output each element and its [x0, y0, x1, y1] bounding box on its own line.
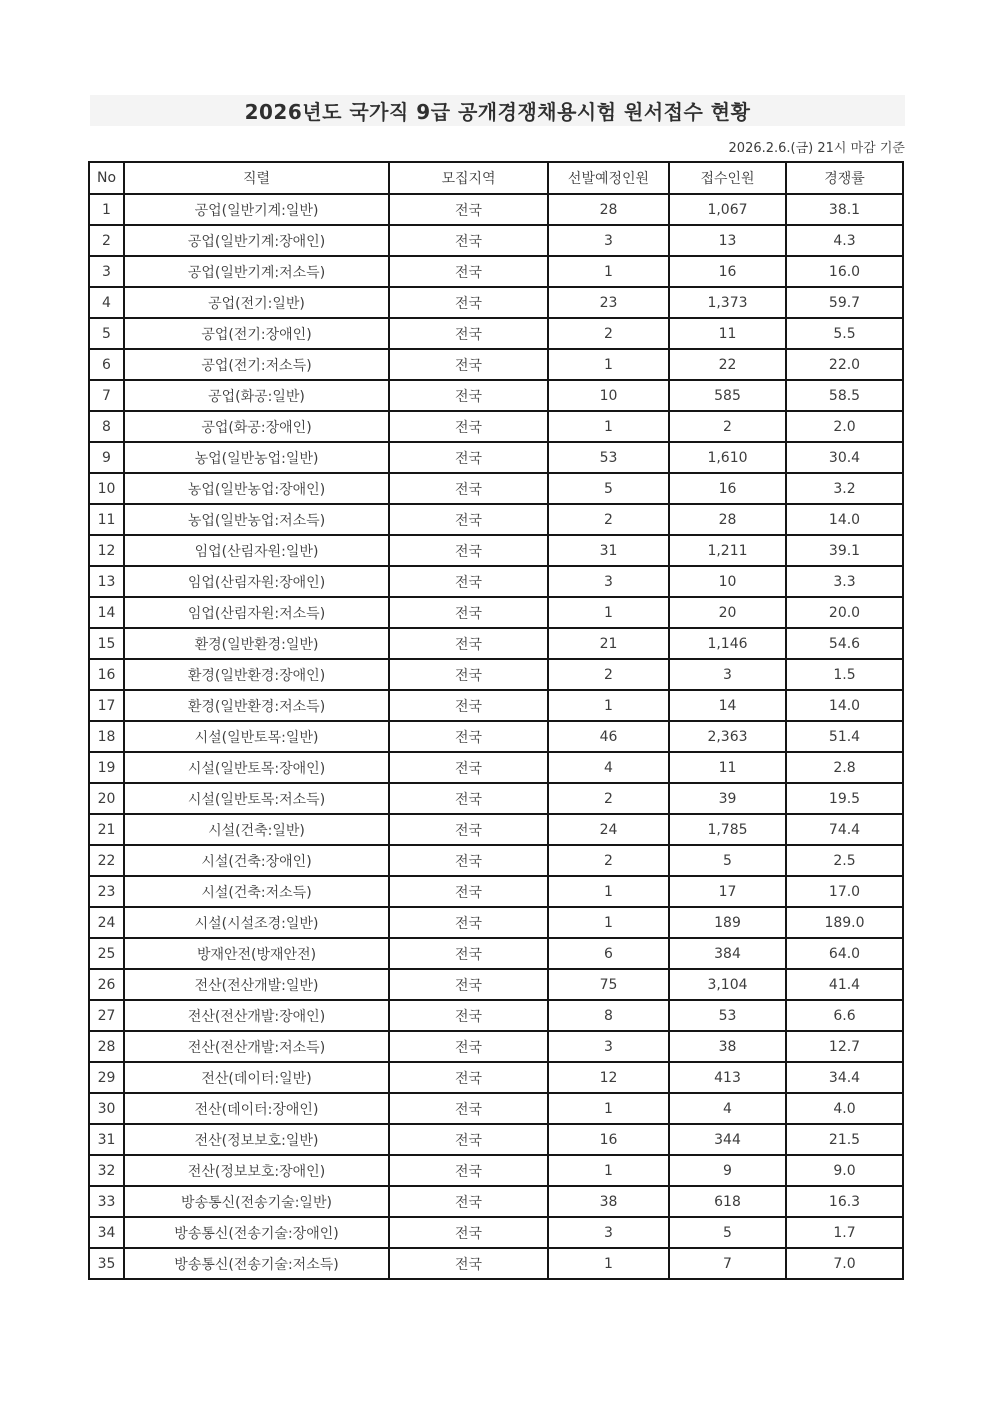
cell-row-no: 19: [89, 752, 124, 783]
table-row: [89, 566, 903, 597]
cell-job-series: 임업(산림자원:장애인): [124, 566, 389, 597]
table-body: [89, 194, 903, 1279]
cell-job-series: 환경(일반환경:장애인): [124, 659, 389, 690]
cell-competition-rate: 3.3: [786, 566, 903, 597]
cell-applicant-count: 16: [669, 473, 786, 504]
table-row: [89, 318, 903, 349]
cell-region: 전국: [389, 814, 548, 845]
cell-job-series: 농업(일반농업:저소득): [124, 504, 389, 535]
cell-job-series: 공업(전기:저소득): [124, 349, 389, 380]
cell-competition-rate: 41.4: [786, 969, 903, 1000]
cell-planned-count: 28: [548, 194, 669, 225]
cell-planned-count: 1: [548, 876, 669, 907]
cell-row-no: 11: [89, 504, 124, 535]
cell-row-no: 3: [89, 256, 124, 287]
cell-competition-rate: 5.5: [786, 318, 903, 349]
cell-applicant-count: 1,211: [669, 535, 786, 566]
cell-region: 전국: [389, 287, 548, 318]
cell-planned-count: 4: [548, 752, 669, 783]
column-header-planned-count: 선발예정인원: [548, 162, 669, 194]
cell-planned-count: 2: [548, 783, 669, 814]
cell-job-series: 시설(일반토목:저소득): [124, 783, 389, 814]
cell-job-series: 공업(화공:일반): [124, 380, 389, 411]
cell-applicant-count: 1,146: [669, 628, 786, 659]
table-row: [89, 1031, 903, 1062]
cell-job-series: 공업(전기:일반): [124, 287, 389, 318]
cell-region: 전국: [389, 659, 548, 690]
cell-region: 전국: [389, 1248, 548, 1279]
cell-planned-count: 3: [548, 1217, 669, 1248]
cell-row-no: 32: [89, 1155, 124, 1186]
cell-planned-count: 2: [548, 659, 669, 690]
cell-job-series: 방송통신(전송기술:장애인): [124, 1217, 389, 1248]
cell-competition-rate: 34.4: [786, 1062, 903, 1093]
cell-competition-rate: 19.5: [786, 783, 903, 814]
cell-job-series: 임업(산림자원:저소득): [124, 597, 389, 628]
cell-competition-rate: 21.5: [786, 1124, 903, 1155]
cell-applicant-count: 17: [669, 876, 786, 907]
cell-region: 전국: [389, 721, 548, 752]
cell-job-series: 임업(산림자원:일반): [124, 535, 389, 566]
table-row: [89, 597, 903, 628]
cell-job-series: 방송통신(전송기술:일반): [124, 1186, 389, 1217]
table-row: [89, 380, 903, 411]
cell-job-series: 시설(시설조경:일반): [124, 907, 389, 938]
application-status-table: [88, 161, 904, 1280]
cell-job-series: 시설(일반토목:장애인): [124, 752, 389, 783]
cell-row-no: 28: [89, 1031, 124, 1062]
cell-applicant-count: 585: [669, 380, 786, 411]
cell-applicant-count: 1,610: [669, 442, 786, 473]
cell-region: 전국: [389, 380, 548, 411]
table-row: [89, 1124, 903, 1155]
cell-row-no: 22: [89, 845, 124, 876]
cell-region: 전국: [389, 442, 548, 473]
cell-row-no: 9: [89, 442, 124, 473]
cell-applicant-count: 413: [669, 1062, 786, 1093]
cell-competition-rate: 2.5: [786, 845, 903, 876]
cell-planned-count: 24: [548, 814, 669, 845]
cell-region: 전국: [389, 349, 548, 380]
cell-competition-rate: 4.0: [786, 1093, 903, 1124]
cell-row-no: 12: [89, 535, 124, 566]
cell-region: 전국: [389, 566, 548, 597]
cell-region: 전국: [389, 969, 548, 1000]
cell-competition-rate: 7.0: [786, 1248, 903, 1279]
cell-job-series: 환경(일반환경:일반): [124, 628, 389, 659]
table-head: [89, 162, 903, 194]
cell-planned-count: 1: [548, 1155, 669, 1186]
cell-job-series: 시설(건축:장애인): [124, 845, 389, 876]
cell-applicant-count: 1,067: [669, 194, 786, 225]
table-row: [89, 1155, 903, 1186]
table-row: [89, 938, 903, 969]
cell-planned-count: 16: [548, 1124, 669, 1155]
table-row: [89, 721, 903, 752]
cell-planned-count: 8: [548, 1000, 669, 1031]
cell-region: 전국: [389, 1217, 548, 1248]
cell-planned-count: 23: [548, 287, 669, 318]
cell-region: 전국: [389, 783, 548, 814]
table-row: [89, 1062, 903, 1093]
table-row: [89, 752, 903, 783]
cell-row-no: 27: [89, 1000, 124, 1031]
cell-row-no: 6: [89, 349, 124, 380]
table-row: [89, 969, 903, 1000]
cell-row-no: 31: [89, 1124, 124, 1155]
cell-region: 전국: [389, 597, 548, 628]
cell-region: 전국: [389, 1155, 548, 1186]
cell-applicant-count: 11: [669, 752, 786, 783]
table-row: [89, 504, 903, 535]
table-row: [89, 194, 903, 225]
cell-region: 전국: [389, 411, 548, 442]
cell-applicant-count: 618: [669, 1186, 786, 1217]
cell-region: 전국: [389, 1124, 548, 1155]
cell-competition-rate: 1.7: [786, 1217, 903, 1248]
cell-row-no: 13: [89, 566, 124, 597]
cell-planned-count: 2: [548, 504, 669, 535]
cell-competition-rate: 16.0: [786, 256, 903, 287]
table-row: [89, 473, 903, 504]
cell-planned-count: 3: [548, 566, 669, 597]
cell-applicant-count: 20: [669, 597, 786, 628]
cell-job-series: 공업(일반기계:저소득): [124, 256, 389, 287]
cell-planned-count: 2: [548, 845, 669, 876]
cell-job-series: 방재안전(방재안전): [124, 938, 389, 969]
cell-row-no: 5: [89, 318, 124, 349]
cell-applicant-count: 9: [669, 1155, 786, 1186]
cell-job-series: 전산(데이터:장애인): [124, 1093, 389, 1124]
cell-competition-rate: 14.0: [786, 690, 903, 721]
cell-row-no: 2: [89, 225, 124, 256]
cell-row-no: 33: [89, 1186, 124, 1217]
table-row: [89, 535, 903, 566]
cell-planned-count: 53: [548, 442, 669, 473]
cell-row-no: 15: [89, 628, 124, 659]
cell-competition-rate: 59.7: [786, 287, 903, 318]
cell-planned-count: 1: [548, 690, 669, 721]
cell-job-series: 전산(전산개발:일반): [124, 969, 389, 1000]
table-header-row: [89, 162, 903, 194]
cell-applicant-count: 28: [669, 504, 786, 535]
cell-planned-count: 1: [548, 411, 669, 442]
table-row: [89, 442, 903, 473]
column-header-applicant-count: 접수인원: [669, 162, 786, 194]
cell-planned-count: 1: [548, 256, 669, 287]
cell-applicant-count: 5: [669, 845, 786, 876]
table-row: [89, 814, 903, 845]
table-row: [89, 349, 903, 380]
cell-job-series: 시설(건축:일반): [124, 814, 389, 845]
cell-competition-rate: 51.4: [786, 721, 903, 752]
cell-applicant-count: 3: [669, 659, 786, 690]
deadline-note: 2026.2.6.(금) 21시 마감 기준: [728, 141, 905, 156]
cell-region: 전국: [389, 1000, 548, 1031]
cell-competition-rate: 4.3: [786, 225, 903, 256]
cell-applicant-count: 2,363: [669, 721, 786, 752]
cell-applicant-count: 5: [669, 1217, 786, 1248]
table-row: [89, 1093, 903, 1124]
cell-planned-count: 1: [548, 349, 669, 380]
cell-applicant-count: 7: [669, 1248, 786, 1279]
cell-row-no: 17: [89, 690, 124, 721]
cell-competition-rate: 58.5: [786, 380, 903, 411]
cell-planned-count: 3: [548, 225, 669, 256]
cell-planned-count: 38: [548, 1186, 669, 1217]
cell-applicant-count: 39: [669, 783, 786, 814]
cell-row-no: 34: [89, 1217, 124, 1248]
cell-job-series: 시설(건축:저소득): [124, 876, 389, 907]
cell-region: 전국: [389, 876, 548, 907]
cell-competition-rate: 12.7: [786, 1031, 903, 1062]
cell-competition-rate: 20.0: [786, 597, 903, 628]
cell-region: 전국: [389, 225, 548, 256]
table-row: [89, 876, 903, 907]
table-row: [89, 845, 903, 876]
table-row: [89, 659, 903, 690]
cell-job-series: 전산(정보보호:장애인): [124, 1155, 389, 1186]
cell-region: 전국: [389, 907, 548, 938]
cell-planned-count: 75: [548, 969, 669, 1000]
cell-competition-rate: 38.1: [786, 194, 903, 225]
cell-planned-count: 5: [548, 473, 669, 504]
cell-row-no: 29: [89, 1062, 124, 1093]
cell-row-no: 4: [89, 287, 124, 318]
cell-job-series: 전산(정보보호:일반): [124, 1124, 389, 1155]
cell-region: 전국: [389, 1031, 548, 1062]
cell-region: 전국: [389, 752, 548, 783]
cell-region: 전국: [389, 938, 548, 969]
cell-row-no: 10: [89, 473, 124, 504]
table-row: [89, 628, 903, 659]
table-row: [89, 1217, 903, 1248]
cell-competition-rate: 3.2: [786, 473, 903, 504]
table-row: [89, 1248, 903, 1279]
cell-row-no: 7: [89, 380, 124, 411]
table-row: [89, 907, 903, 938]
cell-row-no: 30: [89, 1093, 124, 1124]
cell-planned-count: 12: [548, 1062, 669, 1093]
cell-row-no: 18: [89, 721, 124, 752]
cell-row-no: 24: [89, 907, 124, 938]
cell-planned-count: 10: [548, 380, 669, 411]
table-row: [89, 411, 903, 442]
column-header-row-no: No: [89, 162, 124, 194]
table-row: [89, 1186, 903, 1217]
cell-job-series: 공업(화공:장애인): [124, 411, 389, 442]
cell-job-series: 전산(전산개발:장애인): [124, 1000, 389, 1031]
cell-competition-rate: 2.0: [786, 411, 903, 442]
cell-planned-count: 2: [548, 318, 669, 349]
cell-job-series: 방송통신(전송기술:저소득): [124, 1248, 389, 1279]
cell-planned-count: 1: [548, 907, 669, 938]
cell-applicant-count: 2: [669, 411, 786, 442]
cell-applicant-count: 3,104: [669, 969, 786, 1000]
cell-planned-count: 6: [548, 938, 669, 969]
cell-job-series: 시설(일반토목:일반): [124, 721, 389, 752]
cell-applicant-count: 384: [669, 938, 786, 969]
cell-row-no: 35: [89, 1248, 124, 1279]
cell-region: 전국: [389, 194, 548, 225]
cell-applicant-count: 11: [669, 318, 786, 349]
cell-competition-rate: 189.0: [786, 907, 903, 938]
cell-competition-rate: 39.1: [786, 535, 903, 566]
cell-competition-rate: 74.4: [786, 814, 903, 845]
table-row: [89, 256, 903, 287]
cell-region: 전국: [389, 318, 548, 349]
table-row: [89, 287, 903, 318]
cell-applicant-count: 14: [669, 690, 786, 721]
cell-planned-count: 1: [548, 597, 669, 628]
cell-job-series: 환경(일반환경:저소득): [124, 690, 389, 721]
cell-region: 전국: [389, 628, 548, 659]
cell-planned-count: 21: [548, 628, 669, 659]
cell-competition-rate: 30.4: [786, 442, 903, 473]
page-title: 2026년도 국가직 9급 공개경쟁채용시험 원서접수 현황: [244, 100, 751, 124]
column-header-job-series: 직렬: [124, 162, 389, 194]
cell-competition-rate: 9.0: [786, 1155, 903, 1186]
cell-region: 전국: [389, 1062, 548, 1093]
cell-region: 전국: [389, 473, 548, 504]
cell-job-series: 공업(일반기계:일반): [124, 194, 389, 225]
cell-applicant-count: 10: [669, 566, 786, 597]
document-title-band: [90, 95, 905, 126]
cell-region: 전국: [389, 256, 548, 287]
cell-applicant-count: 189: [669, 907, 786, 938]
cell-row-no: 20: [89, 783, 124, 814]
cell-applicant-count: 53: [669, 1000, 786, 1031]
cell-job-series: 공업(일반기계:장애인): [124, 225, 389, 256]
cell-planned-count: 31: [548, 535, 669, 566]
cell-competition-rate: 14.0: [786, 504, 903, 535]
cell-region: 전국: [389, 504, 548, 535]
cell-competition-rate: 54.6: [786, 628, 903, 659]
cell-job-series: 농업(일반농업:장애인): [124, 473, 389, 504]
table-row: [89, 783, 903, 814]
cell-applicant-count: 22: [669, 349, 786, 380]
table-row: [89, 690, 903, 721]
cell-row-no: 26: [89, 969, 124, 1000]
cell-row-no: 1: [89, 194, 124, 225]
cell-region: 전국: [389, 535, 548, 566]
cell-job-series: 전산(전산개발:저소득): [124, 1031, 389, 1062]
cell-job-series: 농업(일반농업:일반): [124, 442, 389, 473]
cell-job-series: 공업(전기:장애인): [124, 318, 389, 349]
cell-applicant-count: 4: [669, 1093, 786, 1124]
cell-job-series: 전산(데이터:일반): [124, 1062, 389, 1093]
cell-planned-count: 1: [548, 1248, 669, 1279]
cell-row-no: 25: [89, 938, 124, 969]
cell-competition-rate: 6.6: [786, 1000, 903, 1031]
cell-competition-rate: 16.3: [786, 1186, 903, 1217]
column-header-competition-rate: 경쟁률: [786, 162, 903, 194]
cell-planned-count: 46: [548, 721, 669, 752]
cell-applicant-count: 38: [669, 1031, 786, 1062]
cell-competition-rate: 1.5: [786, 659, 903, 690]
cell-competition-rate: 17.0: [786, 876, 903, 907]
cell-planned-count: 1: [548, 1093, 669, 1124]
cell-region: 전국: [389, 690, 548, 721]
cell-applicant-count: 16: [669, 256, 786, 287]
cell-competition-rate: 22.0: [786, 349, 903, 380]
cell-applicant-count: 1,373: [669, 287, 786, 318]
table-row: [89, 1000, 903, 1031]
cell-region: 전국: [389, 1186, 548, 1217]
cell-row-no: 21: [89, 814, 124, 845]
cell-row-no: 14: [89, 597, 124, 628]
cell-applicant-count: 344: [669, 1124, 786, 1155]
cell-planned-count: 3: [548, 1031, 669, 1062]
cell-row-no: 8: [89, 411, 124, 442]
cell-applicant-count: 13: [669, 225, 786, 256]
table-row: [89, 225, 903, 256]
cell-row-no: 16: [89, 659, 124, 690]
cell-applicant-count: 1,785: [669, 814, 786, 845]
column-header-region: 모집지역: [389, 162, 548, 194]
cell-region: 전국: [389, 1093, 548, 1124]
cell-competition-rate: 64.0: [786, 938, 903, 969]
cell-region: 전국: [389, 845, 548, 876]
cell-row-no: 23: [89, 876, 124, 907]
cell-competition-rate: 2.8: [786, 752, 903, 783]
